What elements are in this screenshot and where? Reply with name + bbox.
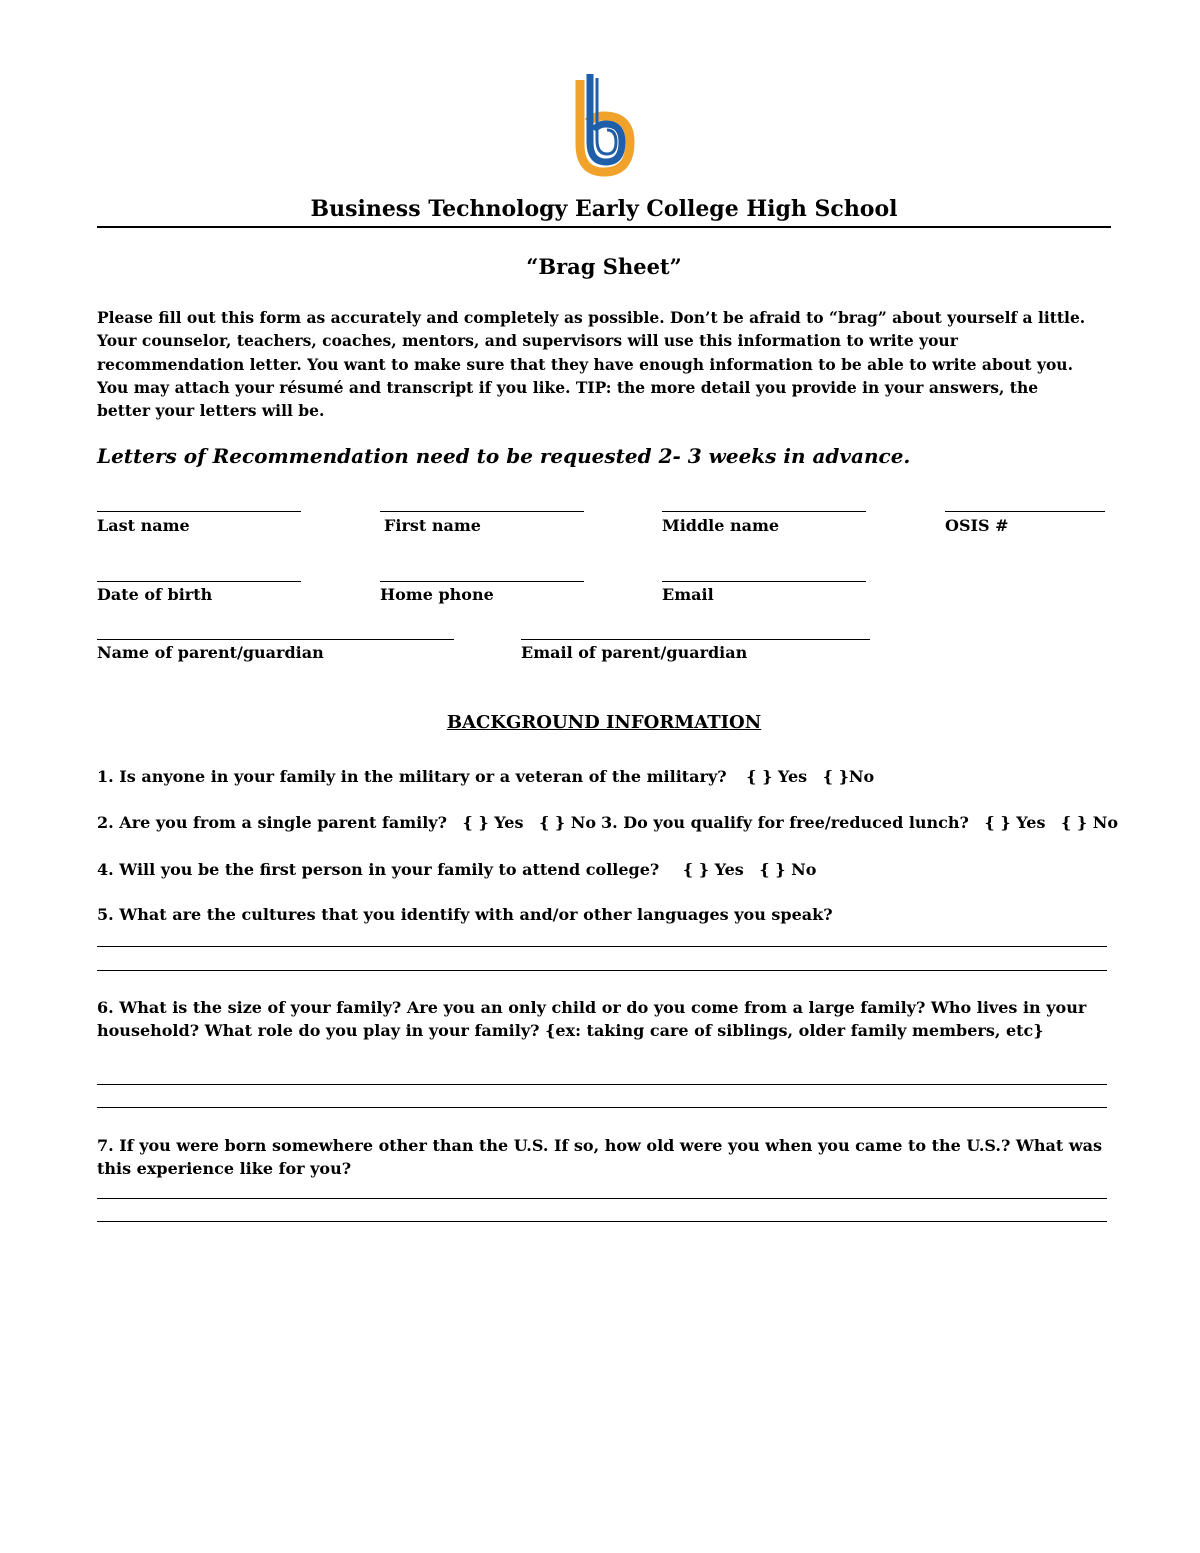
question-4: [97, 860, 816, 879]
first-name-label: First name: [384, 516, 481, 535]
parent-email-line[interactable]: [521, 639, 870, 640]
parent-name-line[interactable]: [97, 639, 454, 640]
q6-answer-line-1[interactable]: [97, 1084, 1107, 1085]
intro-line-2: Your counselor, teachers, coaches, mentors, and supervisors will use this information to write your: [97, 331, 958, 351]
q7-answer-line-1[interactable]: [97, 1198, 1107, 1199]
home-phone-line[interactable]: [380, 581, 584, 582]
question-6: [97, 996, 1107, 1042]
question-7: [97, 1134, 1107, 1180]
q5-answer-line-2[interactable]: [97, 970, 1107, 971]
question-2-text: 2. Are you from a single parent family?: [97, 813, 447, 832]
home-phone-label: Home phone: [380, 585, 494, 604]
question-3: [601, 813, 1118, 832]
q4-no-option[interactable]: { } No: [759, 860, 817, 879]
intro-line-3: recommendation letter. You want to make sure that they have enough information to be able to write about you.: [97, 354, 1073, 374]
email-label: Email: [662, 585, 714, 604]
question-6-line-2: household? What role do you play in your family? {ex: taking care of siblings, older family members, etc}: [97, 1021, 1044, 1040]
parent-name-label: Name of parent/guardian: [97, 643, 324, 662]
last-name-label: Last name: [97, 516, 190, 535]
question-3-text: 3. Do you qualify for free/reduced lunch?: [601, 813, 969, 832]
last-name-line[interactable]: [97, 511, 301, 512]
middle-name-line[interactable]: [662, 511, 866, 512]
school-name: Business Technology Early College High School: [97, 194, 1111, 228]
q2-no-option[interactable]: { } No: [539, 813, 597, 832]
question-1-text: 1. Is anyone in your family in the military or a veteran of the military?: [97, 767, 727, 786]
dob-line[interactable]: [97, 581, 301, 582]
logo-b-icon: [566, 72, 638, 182]
q7-answer-line-2[interactable]: [97, 1221, 1107, 1222]
osis-line[interactable]: [945, 511, 1105, 512]
question-7-line-2: this experience like for you?: [97, 1159, 352, 1178]
question-1: [97, 767, 874, 786]
intro-paragraph: [97, 306, 1107, 422]
osis-label: OSIS #: [945, 516, 1009, 535]
question-6-line-1: 6. What is the size of your family? Are you an only child or do you come from a large family? Who lives in your: [97, 998, 1087, 1017]
q1-no-option[interactable]: { }No: [822, 767, 875, 786]
intro-line-5: better your letters will be.: [97, 401, 325, 421]
q3-yes-option[interactable]: { } Yes: [984, 813, 1046, 832]
question-7-line-1: 7. If you were born somewhere other than the U.S. If so, how old were you when you came to the U.S.? What was: [97, 1136, 1102, 1155]
email-line[interactable]: [662, 581, 866, 582]
intro-line-4: You may attach your résumé and transcript if you like. TIP: the more detail you provide in your answers, the: [97, 377, 1039, 397]
q4-yes-option[interactable]: { } Yes: [682, 860, 744, 879]
question-5-text: 5. What are the cultures that you identify with and/or other languages you speak?: [97, 905, 833, 924]
intro-line-1: Please fill out this form as accurately and completely as possible. Don’t be afraid to “brag” about yourself a little.: [97, 308, 1086, 327]
dob-label: Date of birth: [97, 585, 213, 604]
q5-answer-line-1[interactable]: [97, 946, 1107, 947]
q6-answer-line-2[interactable]: [97, 1107, 1107, 1108]
middle-name-label: Middle name: [662, 516, 780, 535]
parent-email-label: Email of parent/guardian: [521, 643, 748, 662]
deadline-note: Letters of Recommendation need to be requested 2- 3 weeks in advance.: [97, 444, 911, 468]
question-4-text: 4. Will you be the first person in your family to attend college?: [97, 860, 660, 879]
school-logo: [566, 72, 638, 182]
section-heading: BACKGROUND INFORMATION: [446, 712, 762, 733]
q3-no-option[interactable]: { } No: [1061, 813, 1119, 832]
q2-yes-option[interactable]: { } Yes: [462, 813, 524, 832]
form-title: “Brag Sheet”: [526, 254, 682, 279]
q1-yes-option[interactable]: { } Yes: [746, 767, 808, 786]
first-name-line[interactable]: [380, 511, 584, 512]
question-2: [97, 813, 596, 832]
